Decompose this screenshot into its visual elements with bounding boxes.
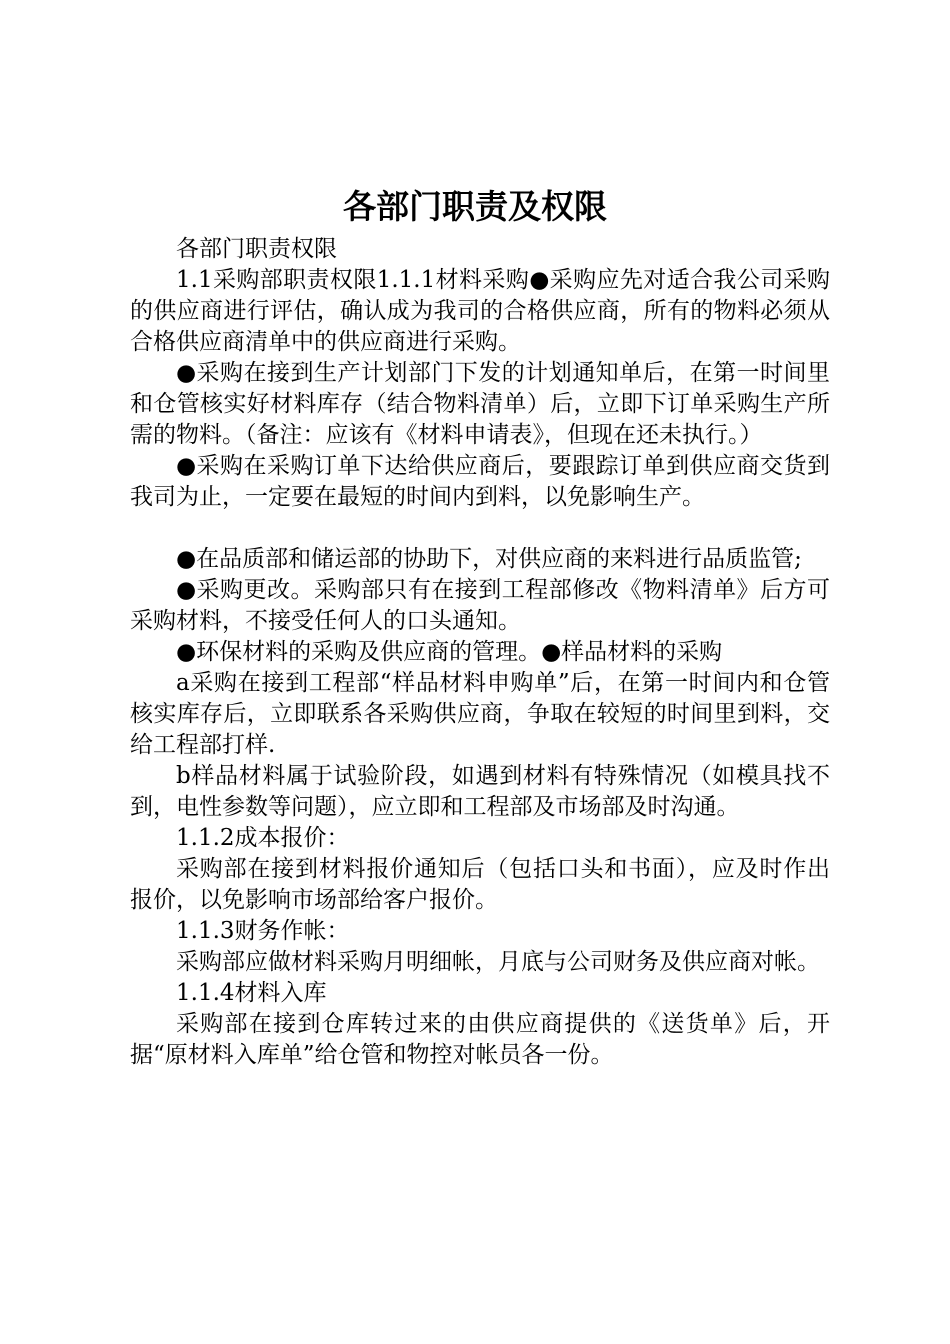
paragraph-sample-a: a采购在接到工程部“样品材料申购单”后，在第一时间内和仓管核实库存后，立即联系各采购供应商，争取在较短的时间里到料，交给工程部打样. [130, 670, 830, 758]
paragraph-cost-quote: 采购部在接到材料报价通知后（包括口头和书面），应及时作出报价，以免影响市场部给客户报价。 [130, 856, 830, 913]
paragraph-warehousing: 采购部在接到仓库转过来的由供应商提供的《送货单》后，开据“原材料入库单”给仓管和物控对帐员各一份。 [130, 1011, 830, 1068]
paragraph-plan-notice: ●采购在接到生产计划部门下发的计划通知单后，在第一时间里和仓管核实好材料库存（结合物料清单）后，立即下订单采购生产所需的物料。（备注：应该有《材料申请表》，但现在还未执行。） [130, 360, 830, 448]
paragraph-purchase-change: ●采购更改。采购部只有在接到工程部修改《物料清单》后方可采购材料，不接受任何人的口头通知。 [130, 577, 830, 634]
section-heading: 各部门职责权限 [176, 236, 337, 262]
paragraph-sample-b: b样品材料属于试验阶段，如遇到材料有特殊情况（如模具找不到，电性参数等问题），应立即和工程部及市场部及时沟通。 [130, 763, 830, 820]
subheading-warehousing: 1.1.4材料入库 [176, 980, 327, 1006]
paragraph-order-tracking: ●采购在采购订单下达给供应商后，要跟踪订单到供应商交货到我司为止，一定要在最短的时间内到料，以免影响生产。 [130, 453, 830, 510]
paragraph-eco-materials: ●环保材料的采购及供应商的管理。●样品材料的采购 [176, 639, 723, 665]
subheading-finance: 1.1.3财务作帐： [176, 918, 350, 944]
paragraph-material-purchase: 1.1采购部职责权限1.1.1材料采购●采购应先对适合我公司采购的供应商进行评估，确认成为我司的合格供应商，所有的物料必须从合格供应商清单中的供应商进行采购。 [130, 267, 830, 355]
paragraph-quality-supervision: ●在品质部和储运部的协助下，对供应商的来料进行品质监管; [176, 546, 802, 572]
document-body [130, 234, 830, 1071]
subheading-cost-quote: 1.1.2成本报价： [176, 825, 350, 851]
document-title: 各部门职责及权限 [343, 187, 607, 226]
paragraph-finance: 采购部应做材料采购月明细帐，月底与公司财务及供应商对帐。 [176, 949, 820, 975]
